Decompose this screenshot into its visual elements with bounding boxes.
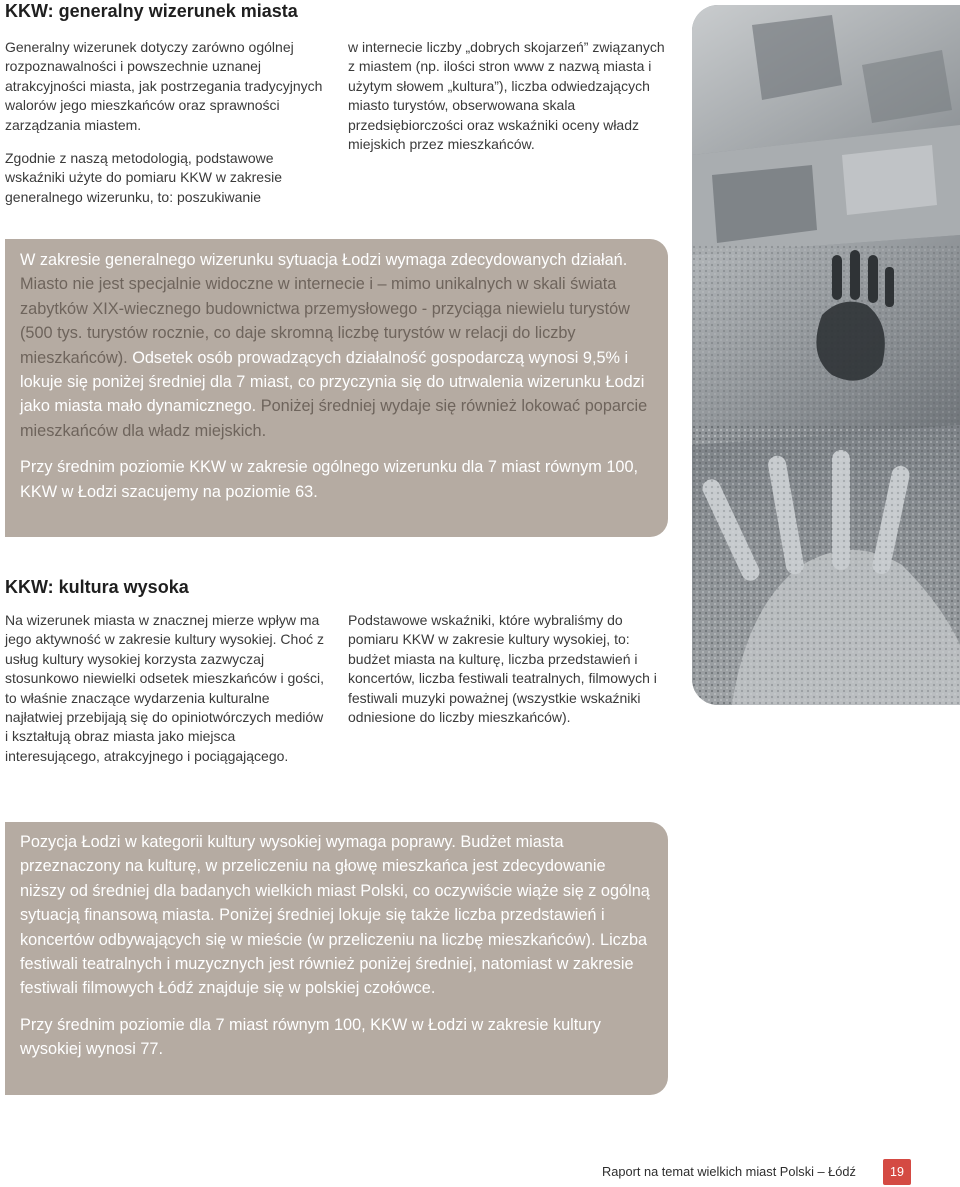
section2-right-column (348, 611, 670, 727)
box-text-emphasis: Poniżej średniej wydaje się również lokować poparcie mieszkańców dla władz miejskich. (20, 397, 648, 440)
section-heading-general-image: KKW: generalny wizerunek miasta (5, 1, 298, 21)
page-number-badge: 19 (883, 1159, 911, 1185)
paragraph: Generalny wizerunek dotyczy zarówno ogólnej rozpoznawalności i powszechnie uznanej atrakcyjności miasta, jak postrzegania tradycyjnych walorów jego mieszkańców oraz sprawności zarządzania miastem. (5, 39, 323, 133)
handprints-photo (692, 5, 960, 705)
box-paragraph: Przy średnim poziomie KKW w zakresie ogólnego wizerunku dla 7 miast równym 100, KKW w Łodzi szacujemy na poziomie 63. (20, 458, 639, 501)
section-heading-high-culture: KKW: kultura wysoka (5, 577, 189, 597)
section1-left-column (5, 38, 327, 207)
footer-title: Raport na temat wielkich miast Polski – Łódź (602, 1164, 856, 1179)
box-paragraph: Przy średnim poziomie dla 7 miast równym 100, KKW w Łodzi w zakresie kultury wysokiej wynosi 77. (20, 1015, 601, 1059)
box-text-emphasis: Miasto nie jest specjalnie widoczne w internecie i – mimo unikalnych w skali świata zabytków XIX-wiecznego budownictwa przemysłowego - przyciąga niewielu turystów (500 tys. turystów rocznie, co daje skromną liczbę turystów w relacji do liczby mieszkańców). (20, 275, 630, 367)
box-text: W zakresie generalnego wizerunku sytuacja Łodzi wymaga zdecydowanych działań. (20, 251, 628, 269)
section2-summary-box (5, 822, 668, 1095)
paragraph: Zgodnie z naszą metodologią, podstawowe wskaźniki użyte do pomiaru KKW w zakresie generalnego wizerunku, to: poszukiwanie (5, 150, 282, 205)
box-paragraph: Pozycja Łodzi w kategorii kultury wysokiej wymaga poprawy. Budżet miasta przeznaczony na kulturę, w przeliczeniu na głowę mieszkańca jest zdecydowanie niższy od średniej dla badanych wielkich miast Polski, co oczywiście wiąże się z ogólną sytuacją finansową miasta. Poniżej średniej lokuje się także liczba przedstawień i koncertów odbywających się w mieście (w przeliczeniu na liczbę mieszkańców). Liczba festiwali teatralnych i muzycznych jest również poniżej średniej, natomiast w zakresie festiwali filmowych Łódź znajduje się w polskiej czołówce. (20, 833, 650, 998)
section1-right-column (348, 38, 666, 154)
section2-left-column (5, 611, 327, 766)
box-paragraph (20, 248, 652, 443)
paragraph: Podstawowe wskaźniki, które wybraliśmy do pomiaru KKW w zakresie kultury wysokiej, to: budżet miasta na kulturę, liczba przedstawień i koncertów, liczba festiwali teatralnych, filmowych i festiwali muzyki poważnej (wszystkie wskaźniki odniesione do liczby mieszkańców). (348, 612, 657, 726)
box-text: Odsetek osób prowadzących działalność gospodarczą wynosi 9,5% i lokuje się poniżej średniej dla 7 miast, co przyczynia się do utrwalenia wizerunku Łodzi jako miasta mało dynamicznego. (20, 348, 645, 416)
section1-summary-box (5, 239, 668, 537)
paragraph: Na wizerunek miasta w znacznej mierze wpływ ma jego aktywność w zakresie kultury wysokiej. Choć z usług kultury wysokiej korzysta zazwyczaj stosunkowo niewielki odsetek mieszkańców i gości, to właśnie znaczące wydarzenia kulturalne najłatwiej przebijają się do opiniotwórczych mediów i kształtują obraz miasta jako miejsca interesującego, atrakcyjnego i pociągającego. (5, 612, 325, 764)
paragraph: w internecie liczby „dobrych skojarzeń” związanych z miastem (np. ilości stron www z nazwą miasta i użytym słowem „kultura”), liczba odwiedzających miasto turystów, obserwowana skala przedsiębiorczości oraz wskaźniki oceny władz miejskich przez mieszkańców. (348, 39, 665, 153)
